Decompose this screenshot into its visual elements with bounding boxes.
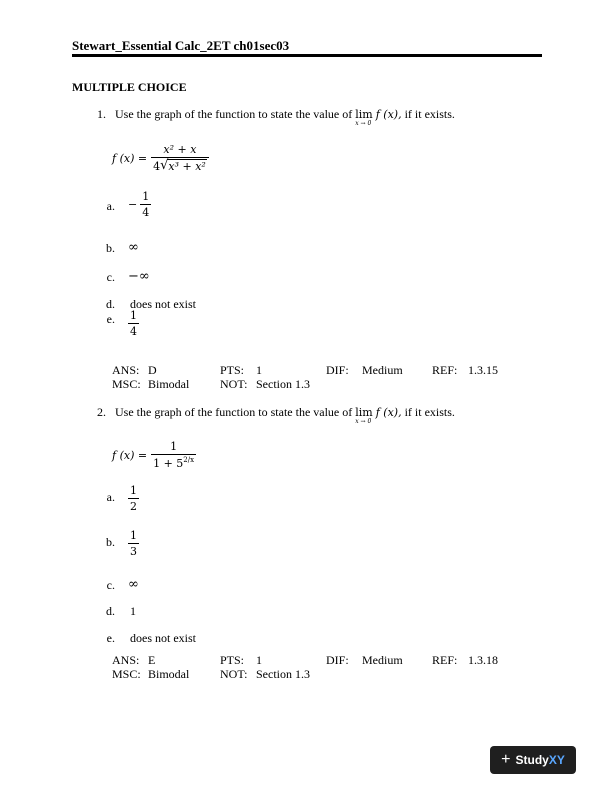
function-denominator	[151, 157, 209, 173]
function-numerator: x² + x	[163, 143, 197, 156]
choice-letter: c.	[106, 270, 115, 284]
den-base: 1 + 5	[153, 457, 184, 470]
choice-numerator: 1	[142, 190, 150, 203]
ans-label: ANS:	[112, 653, 140, 667]
studyxy-logo	[490, 746, 576, 774]
function-fraction	[151, 143, 209, 173]
lim-subscript: x → 0	[355, 120, 372, 127]
msc-label: MSC:	[112, 667, 141, 681]
choice-letter: b.	[106, 535, 115, 549]
choice-e: does not exist	[130, 631, 196, 645]
choice-letter: d.	[106, 604, 115, 618]
choice-letter: a.	[106, 199, 115, 213]
dif-label: DIF:	[326, 653, 349, 667]
choice-c: ∞	[128, 577, 139, 592]
choice-letter: b.	[106, 241, 115, 255]
choice-denominator: 2	[130, 500, 137, 513]
prompt-text-end: if it exists.	[404, 107, 455, 121]
logo-text: Study	[515, 753, 549, 767]
function-fraction	[151, 440, 196, 470]
question-number: 1.	[97, 107, 106, 121]
dif-value: Medium	[362, 363, 403, 377]
lim-word: lim	[355, 108, 373, 121]
pts-value: 1	[256, 653, 262, 667]
choice-b: ∞	[128, 240, 139, 255]
pts-label: PTS:	[220, 653, 245, 667]
choice-numerator: 1	[130, 529, 137, 542]
not-value: Section 1.3	[256, 377, 310, 391]
ans-value: D	[148, 363, 157, 377]
function-definition	[112, 143, 209, 173]
question-prompt	[115, 107, 455, 127]
limit-expression	[355, 107, 373, 127]
choice-letter: e.	[106, 631, 115, 645]
ref-value: 1.3.18	[468, 653, 498, 667]
choice-numerator: 1	[130, 484, 137, 497]
choice-numerator: 1	[130, 309, 137, 322]
choice-letter: d.	[106, 297, 115, 311]
prompt-text: Use the graph of the function to state the value of	[115, 405, 353, 419]
choice-b	[128, 529, 139, 558]
function-definition	[112, 440, 196, 470]
choice-a	[128, 484, 139, 513]
function-lhs: f (x) =	[112, 448, 148, 462]
lim-word: lim	[355, 406, 373, 419]
logo-text-accent: XY	[548, 753, 565, 767]
plus-icon: +	[501, 751, 511, 768]
choice-denominator: 3	[130, 545, 137, 558]
function-numerator: 1	[170, 440, 178, 453]
prompt-text-end: if it exists.	[404, 405, 455, 419]
choice-d: 1	[130, 604, 136, 618]
msc-value: Bimodal	[148, 667, 190, 681]
choice-denominator: 4	[142, 206, 150, 219]
function-lhs: f (x) =	[112, 151, 148, 165]
section-title: MULTIPLE CHOICE	[72, 80, 187, 94]
not-label: NOT:	[220, 377, 248, 391]
choice-e	[128, 309, 139, 338]
choice-c: −∞	[128, 269, 150, 284]
msc-value: Bimodal	[148, 377, 190, 391]
choice-letter: c.	[106, 578, 115, 592]
document-title: Stewart_Essential Calc_2ET ch01sec03	[72, 38, 290, 53]
den-exponent: 2/x	[183, 456, 195, 464]
not-value: Section 1.3	[256, 667, 310, 681]
header-divider	[72, 54, 542, 57]
ref-value: 1.3.15	[468, 363, 498, 377]
choice-d: does not exist	[130, 297, 196, 311]
choice-letter: a.	[106, 490, 115, 504]
pts-value: 1	[256, 363, 262, 377]
not-label: NOT:	[220, 667, 248, 681]
dif-label: DIF:	[326, 363, 349, 377]
choice-letter: e.	[106, 312, 115, 326]
square-root	[160, 159, 207, 173]
ref-label: REF:	[432, 363, 458, 377]
choice-a	[128, 190, 151, 219]
lim-function: f (x),	[375, 406, 402, 419]
limit-expression	[355, 405, 373, 425]
radical-icon: √	[160, 158, 169, 173]
choice-denominator: 4	[130, 325, 137, 338]
choice-fraction	[128, 309, 139, 338]
den-coefficient: 4	[153, 159, 161, 173]
function-denominator	[151, 454, 196, 470]
radicand: x³ + x²	[168, 160, 206, 173]
prompt-text: Use the graph of the function to state the value of	[115, 107, 353, 121]
choice-fraction	[140, 190, 151, 219]
ans-label: ANS:	[112, 363, 140, 377]
pts-label: PTS:	[220, 363, 245, 377]
msc-label: MSC:	[112, 377, 141, 391]
question-number: 2.	[97, 405, 106, 419]
choice-fraction	[128, 529, 139, 558]
ans-value: E	[148, 653, 156, 667]
choice-fraction	[128, 484, 139, 513]
dif-value: Medium	[362, 653, 403, 667]
question-prompt	[115, 405, 455, 425]
lim-function: f (x),	[375, 108, 402, 121]
choice-sign: −	[128, 198, 138, 211]
ref-label: REF:	[432, 653, 458, 667]
lim-subscript: x → 0	[355, 418, 372, 425]
